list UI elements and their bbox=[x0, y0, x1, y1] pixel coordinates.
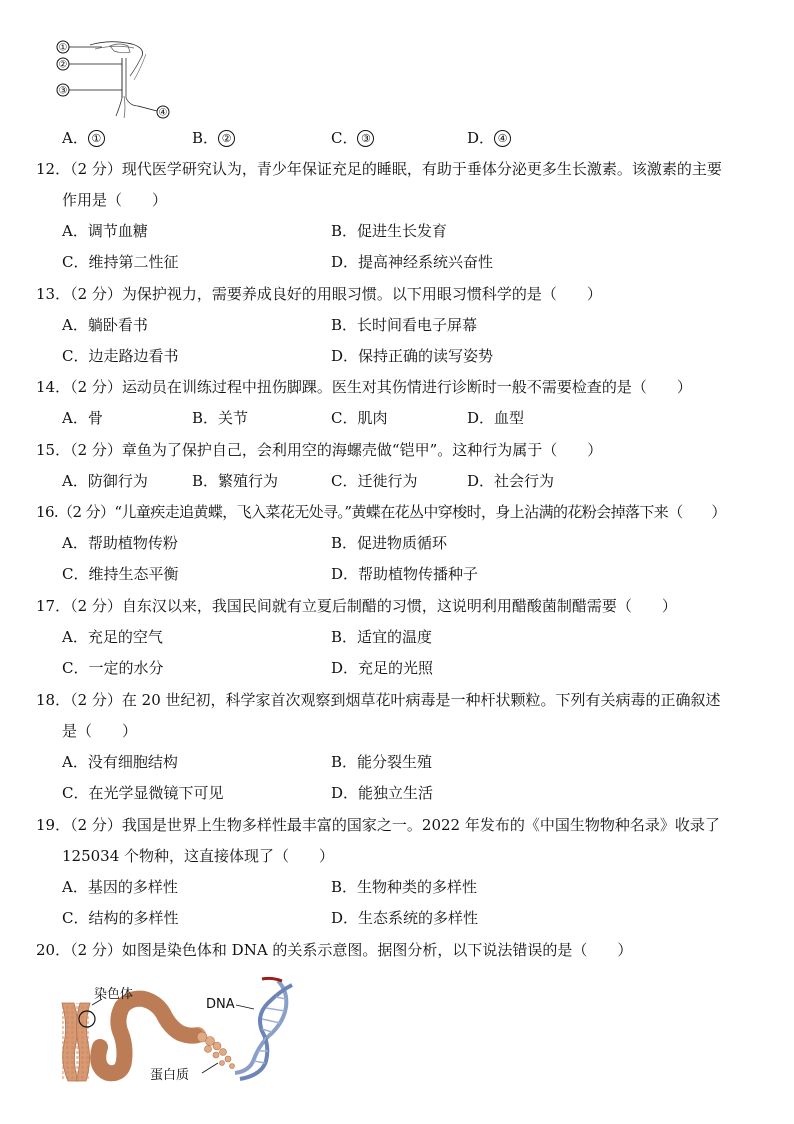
q18-option-a[interactable]: A．没有细胞结构 bbox=[62, 753, 178, 771]
q20-figure bbox=[40, 975, 310, 1087]
q16-option-c[interactable]: C．维持生态平衡 bbox=[62, 565, 179, 583]
q11-option-b-value: ② bbox=[218, 130, 235, 147]
q19-stem-line1: 19．（2 分）我国是世界上生物多样性最丰富的国家之一。2022 年发布的《中国生物物种名录》收录了 bbox=[36, 816, 720, 834]
q12-stem-line1: 12．（2 分）现代医学研究认为，青少年保证充足的睡眠，有助于垂体分泌更多生长激素。该激素的主要 bbox=[36, 160, 722, 178]
q15-stem: 15．（2 分）章鱼为了保护自己，会利用空的海螺壳做“铠甲”。这种行为属于（ ） bbox=[36, 441, 603, 459]
q11-option-a-value: ① bbox=[88, 130, 105, 147]
q14-option-b[interactable]: B．关节 bbox=[192, 409, 249, 427]
q11-option-a[interactable]: A． ① bbox=[62, 128, 105, 148]
q13-option-d[interactable]: D．保持正确的读写姿势 bbox=[331, 347, 494, 365]
label-1: ① bbox=[58, 42, 68, 54]
q17-option-a[interactable]: A．充足的空气 bbox=[62, 628, 163, 646]
q15-option-b[interactable]: B．繁殖行为 bbox=[192, 472, 279, 490]
q18-option-c[interactable]: C．在光学显微镜下可见 bbox=[62, 784, 224, 802]
q17-stem: 17．（2 分）自东汉以来，我国民间就有立夏后制醋的习惯，这说明利用醋酸菌制醋需要（ ） bbox=[36, 597, 677, 615]
chromosome-shape bbox=[62, 1003, 95, 1081]
q17-option-c[interactable]: C．一定的水分 bbox=[62, 659, 164, 677]
label-4: ④ bbox=[158, 107, 168, 119]
skin-structure-diagram bbox=[50, 36, 180, 122]
q11-option-c-value: ③ bbox=[357, 130, 374, 147]
q19-option-b[interactable]: B．生物种类的多样性 bbox=[331, 878, 478, 896]
dna-helix bbox=[235, 978, 292, 1079]
q11-option-d[interactable]: D． ④ bbox=[467, 128, 511, 148]
q14-option-c[interactable]: C．肌肉 bbox=[331, 409, 388, 427]
q11-option-b[interactable]: B． ② bbox=[192, 128, 235, 148]
q18-stem-line1: 18．（2 分）在 20 世纪初，科学家首次观察到烟草花叶病毒是一种杆状颗粒。下列有关病毒的正确叙述 bbox=[36, 691, 721, 709]
label-2: ② bbox=[58, 59, 68, 71]
label-3: ③ bbox=[58, 85, 68, 97]
q18-option-b[interactable]: B．能分裂生殖 bbox=[331, 753, 433, 771]
chromosome-label: 染色体 bbox=[94, 987, 134, 1002]
q16-option-d[interactable]: D．帮助植物传播种子 bbox=[331, 565, 479, 583]
q14-option-d[interactable]: D．血型 bbox=[467, 409, 525, 427]
q17-option-d[interactable]: D．充足的光照 bbox=[331, 659, 434, 677]
q19-stem-line2: 125034 个物种，这直接体现了（ ） bbox=[62, 847, 335, 865]
q14-stem: 14．（2 分）运动员在训练过程中扭伤脚踝。医生对其伤情进行诊断时一般不需要检查的是（ ） bbox=[36, 378, 692, 396]
protein-label: 蛋白质 bbox=[150, 1068, 190, 1083]
q11-figure bbox=[50, 36, 180, 122]
q18-option-d[interactable]: D．能独立生活 bbox=[331, 784, 434, 802]
q11-option-d-value: ④ bbox=[494, 130, 511, 147]
q15-option-d[interactable]: D．社会行为 bbox=[467, 472, 555, 490]
q14-option-a[interactable]: A．骨 bbox=[62, 409, 103, 427]
q15-option-c[interactable]: C．迁徙行为 bbox=[331, 472, 418, 490]
q12-stem-line2: 作用是（ ） bbox=[62, 191, 168, 209]
q16-option-a[interactable]: A．帮助植物传粉 bbox=[62, 534, 178, 552]
q13-option-b[interactable]: B．长时间看电子屏幕 bbox=[331, 316, 478, 334]
q18-stem-line2: 是（ ） bbox=[62, 722, 138, 740]
chromosome-dna-diagram bbox=[40, 975, 310, 1087]
q13-option-c[interactable]: C．边走路边看书 bbox=[62, 347, 179, 365]
q12-option-d[interactable]: D．提高神经系统兴奋性 bbox=[331, 253, 494, 271]
q12-option-b[interactable]: B．促进生长发育 bbox=[331, 222, 448, 240]
q16-stem: 16.（2 分）“儿童疾走追黄蝶，飞入菜花无处寻。”黄蝶在花丛中穿梭时，身上沾满的花粉会掉落下来（ ） bbox=[36, 503, 726, 521]
q16-option-b[interactable]: B．促进物质循环 bbox=[331, 534, 448, 552]
dna-label: DNA bbox=[206, 997, 235, 1012]
q15-option-a[interactable]: A．防御行为 bbox=[62, 472, 148, 490]
q20-stem: 20．（2 分）如图是染色体和 DNA 的关系示意图。据图分析，以下说法错误的是（ ） bbox=[36, 941, 633, 959]
q12-option-c[interactable]: C．维持第二性征 bbox=[62, 253, 179, 271]
q12-option-a[interactable]: A．调节血糖 bbox=[62, 222, 148, 240]
q11-option-c[interactable]: C． ③ bbox=[331, 128, 374, 148]
q17-option-b[interactable]: B．适宜的温度 bbox=[331, 628, 433, 646]
q13-stem: 13．（2 分）为保护视力，需要养成良好的用眼习惯。以下用眼习惯科学的是（ ） bbox=[36, 285, 602, 303]
q19-option-d[interactable]: D．生态系统的多样性 bbox=[331, 909, 479, 927]
q19-option-a[interactable]: A．基因的多样性 bbox=[62, 878, 178, 896]
q13-option-a[interactable]: A．躺卧看书 bbox=[62, 316, 148, 334]
q19-option-c[interactable]: C．结构的多样性 bbox=[62, 909, 179, 927]
